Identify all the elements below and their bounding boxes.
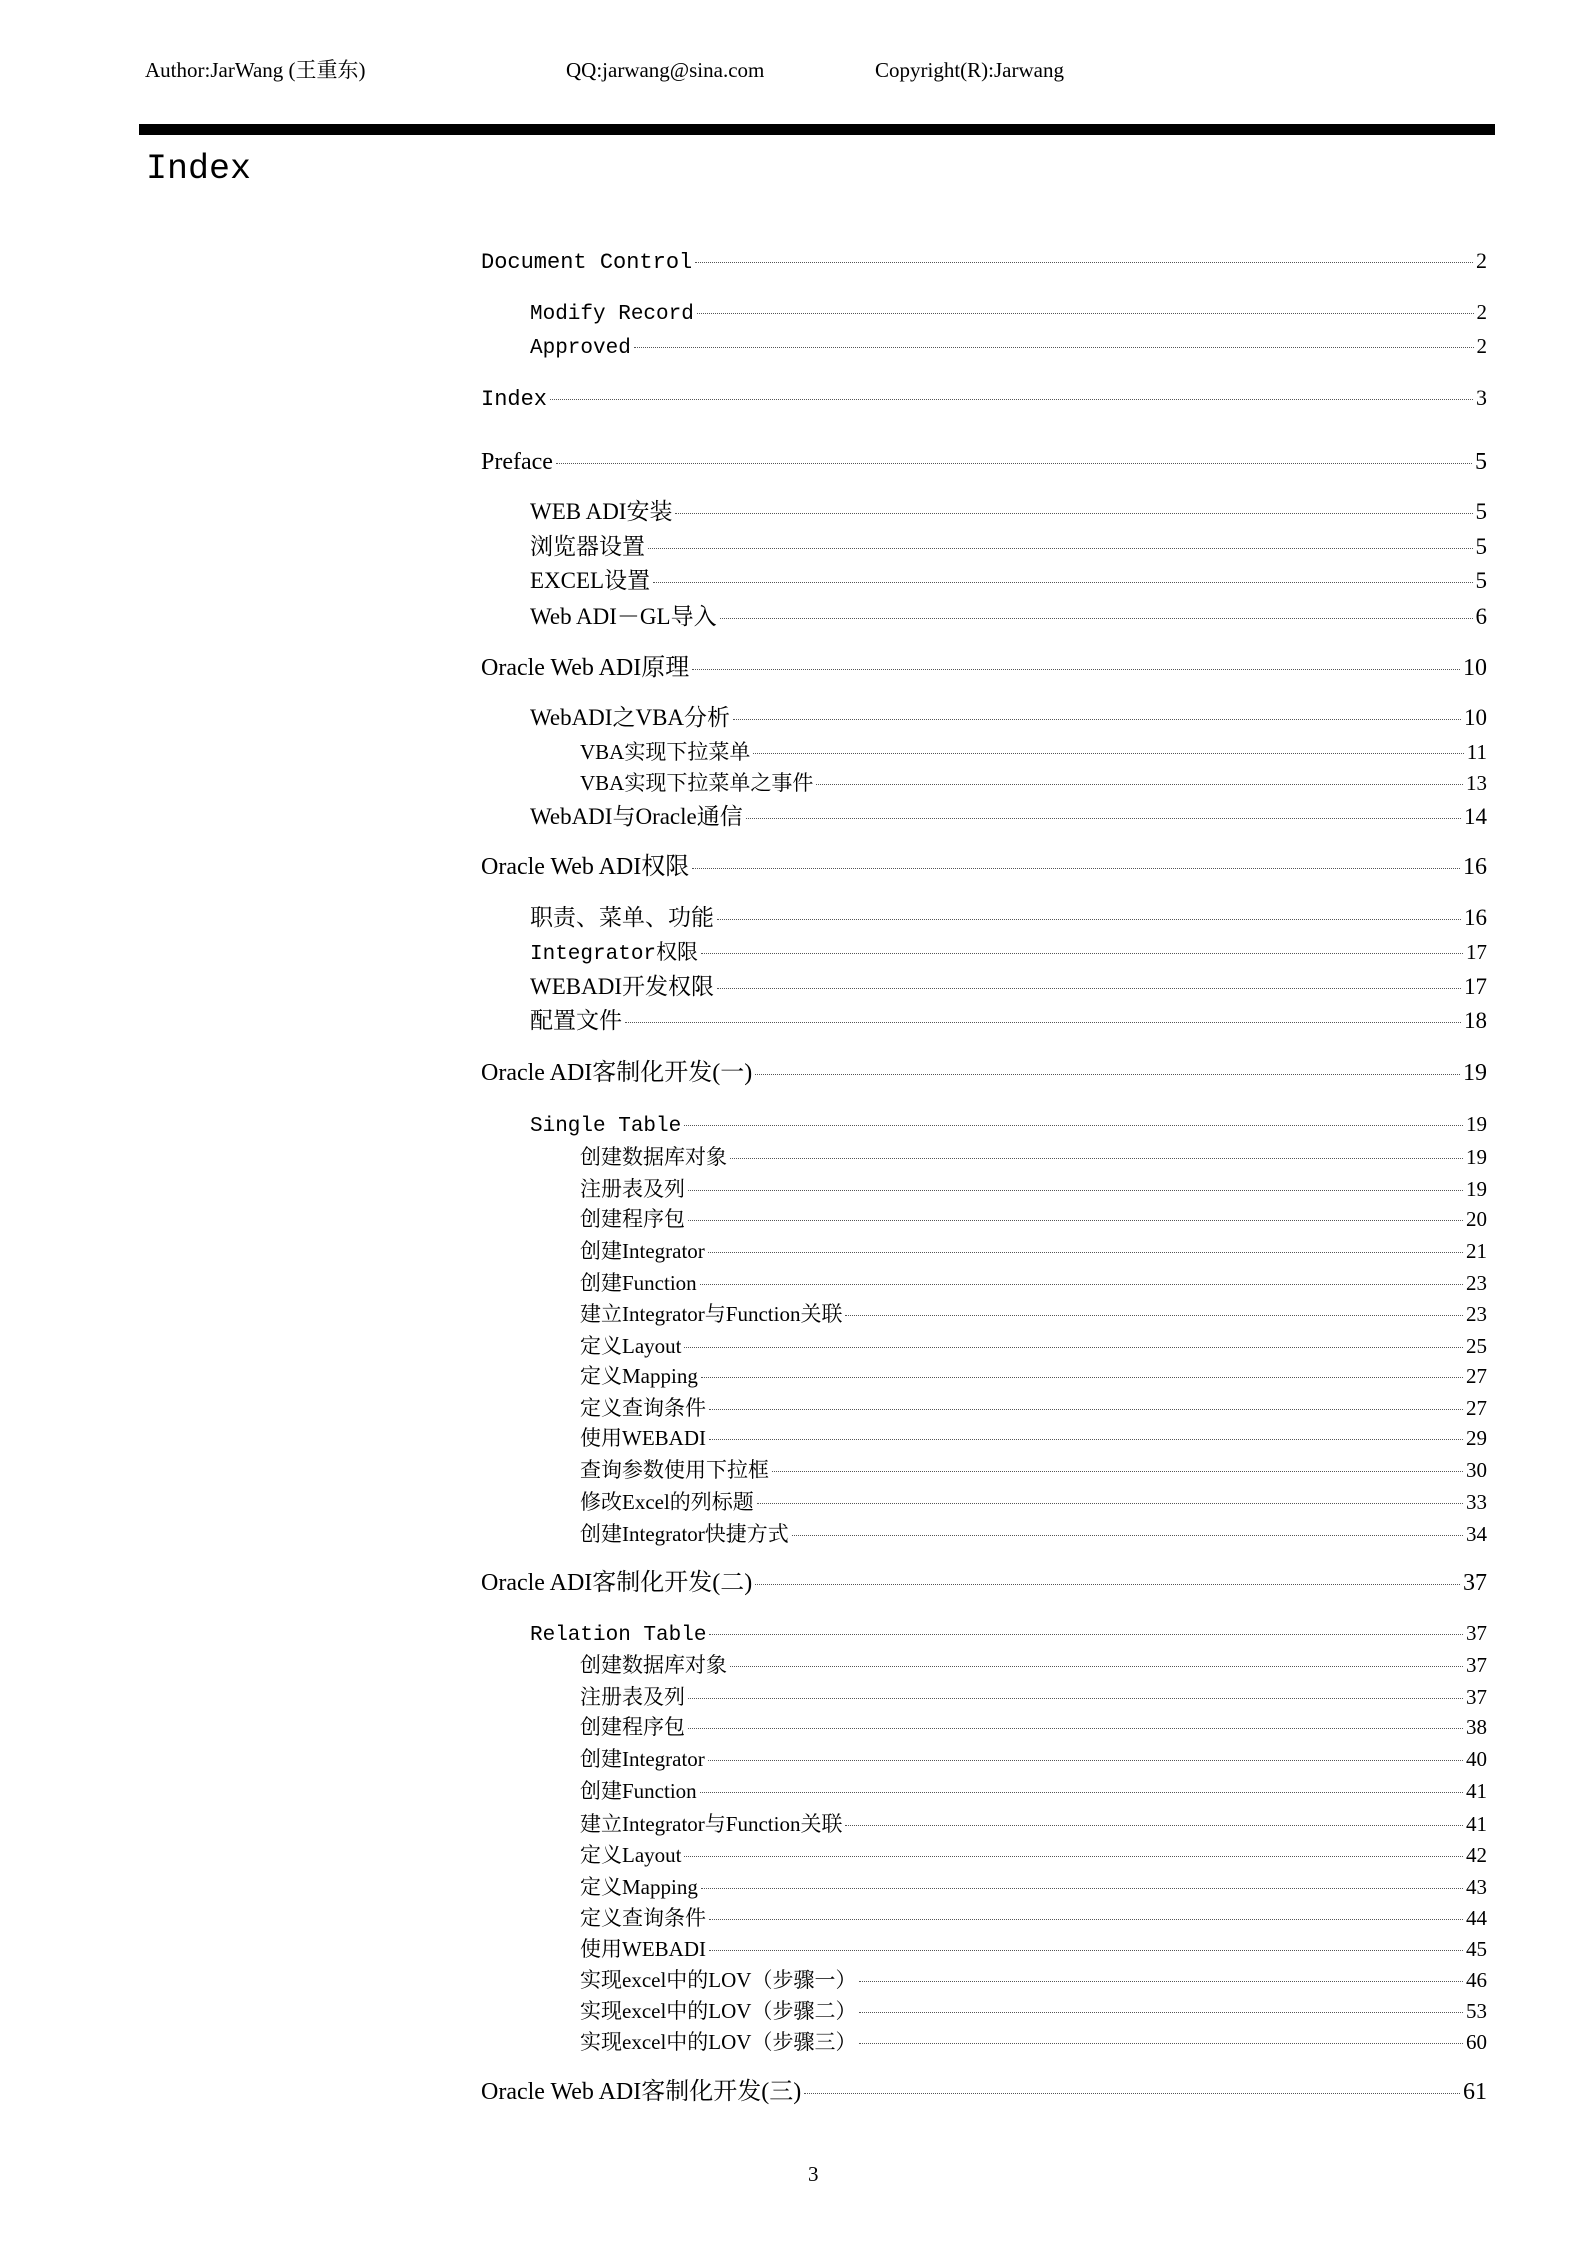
toc-entry-page-number[interactable]: 16 <box>1463 854 1487 880</box>
toc-entry-page-number[interactable]: 3 <box>1476 385 1487 410</box>
toc-entry-level-2[interactable] <box>530 495 1487 529</box>
toc-dot-leader <box>648 548 1473 549</box>
toc-entry-level-3[interactable] <box>580 1421 1487 1455</box>
toc-entry-level-3[interactable] <box>580 1807 1487 1841</box>
toc-entry-page-number[interactable]: 37 <box>1466 1685 1487 1709</box>
toc-entry-page-number[interactable]: 10 <box>1464 705 1487 730</box>
toc-entry-level-3[interactable] <box>580 1994 1487 2028</box>
toc-entry-page-number[interactable]: 33 <box>1466 1490 1487 1514</box>
toc-entry-label[interactable]: Oracle ADI客制化开发(一) <box>481 1060 753 1086</box>
toc-entry-page-number[interactable]: 20 <box>1466 1207 1487 1231</box>
toc-entry-page-number[interactable]: 30 <box>1466 1458 1487 1482</box>
toc-entry-label[interactable]: 实现excel中的LOV（步骤二） <box>580 1999 857 2023</box>
toc-entry-level-3[interactable] <box>580 1838 1487 1872</box>
toc-entry-label[interactable]: WEBADI开发权限 <box>530 974 714 999</box>
toc-dot-leader <box>717 919 1461 920</box>
toc-entry-label[interactable]: 创建程序包 <box>580 1715 685 1739</box>
toc-entry-level-2[interactable] <box>530 1616 1487 1650</box>
toc-entry-page-number[interactable]: 53 <box>1466 1999 1487 2023</box>
toc-dot-leader <box>845 1315 1463 1316</box>
toc-entry-label[interactable]: Single Table <box>530 1115 682 1138</box>
toc-dot-leader <box>709 1950 1463 1951</box>
toc-dot-leader <box>550 399 1473 400</box>
toc-entry-page-number[interactable]: 17 <box>1466 940 1487 964</box>
header-contact-email: QQ:jarwang@sina.com <box>566 58 765 82</box>
toc-entry-level-2[interactable] <box>530 329 1487 363</box>
toc-entry-label[interactable]: 使用WEBADI <box>580 1937 706 1961</box>
toc-entry-label[interactable]: 创建Integrator <box>580 1747 705 1771</box>
toc-dot-leader <box>708 1760 1463 1761</box>
toc-entry-level-3[interactable] <box>580 1172 1487 1206</box>
toc-dot-leader <box>701 953 1463 954</box>
toc-entry-label[interactable]: 实现excel中的LOV（步骤三） <box>580 2030 857 2054</box>
toc-entry-label[interactable]: VBA实现下拉菜单之事件 <box>580 771 814 795</box>
toc-entry-page-number[interactable]: 19 <box>1466 1145 1487 1169</box>
toc-dot-leader <box>625 1022 1461 1023</box>
toc-dot-leader <box>556 463 1472 464</box>
toc-dot-leader <box>753 753 1463 754</box>
toc-entry-label[interactable]: Web ADI－GL导入 <box>530 604 717 629</box>
toc-entry-label[interactable]: EXCEL设置 <box>530 568 651 593</box>
toc-dot-leader <box>653 582 1472 583</box>
toc-entry-level-1[interactable] <box>481 1056 1487 1090</box>
toc-entry-level-3[interactable] <box>580 1202 1487 1236</box>
toc-entry-page-number[interactable]: 37 <box>1466 1621 1487 1645</box>
toc-dot-leader <box>720 618 1473 619</box>
toc-entry-label[interactable]: Integrator权限 <box>530 943 699 966</box>
toc-entry-level-3[interactable] <box>580 1453 1487 1487</box>
toc-entry-level-3[interactable] <box>580 1485 1487 1519</box>
toc-entry-level-3[interactable] <box>580 1266 1487 1300</box>
toc-dot-leader <box>733 719 1461 720</box>
toc-entry-label[interactable]: 查询参数使用下拉框 <box>580 1458 769 1482</box>
toc-entry-page-number[interactable]: 61 <box>1463 2079 1487 2105</box>
toc-entry-page-number[interactable]: 18 <box>1464 1008 1487 1033</box>
toc-entry-label[interactable]: 创建Function <box>580 1779 697 1803</box>
toc-entry-level-3[interactable] <box>580 1680 1487 1714</box>
toc-entry-page-number[interactable]: 27 <box>1466 1364 1487 1388</box>
toc-entry-label[interactable]: Index <box>481 387 548 412</box>
toc-entry-label[interactable]: Oracle ADI客制化开发(二) <box>481 1570 753 1596</box>
toc-entry-level-3[interactable] <box>580 1359 1487 1393</box>
toc-entry-page-number[interactable]: 10 <box>1463 655 1487 681</box>
toc-entry-page-number[interactable]: 5 <box>1475 449 1487 475</box>
toc-dot-leader <box>701 1377 1463 1378</box>
toc-entry-level-2[interactable] <box>530 1004 1487 1038</box>
toc-dot-leader <box>675 513 1472 514</box>
toc-dot-leader <box>688 1698 1463 1699</box>
toc-entry-level-2[interactable] <box>530 295 1487 329</box>
toc-dot-leader <box>730 1666 1463 1667</box>
toc-dot-leader <box>709 1634 1463 1635</box>
toc-entry-label[interactable]: 使用WEBADI <box>580 1426 706 1450</box>
toc-dot-leader <box>688 1220 1463 1221</box>
toc-entry-page-number[interactable]: 23 <box>1466 1302 1487 1326</box>
toc-dot-leader <box>688 1728 1463 1729</box>
toc-entry-page-number[interactable]: 13 <box>1466 771 1487 795</box>
toc-entry-level-3[interactable] <box>580 1742 1487 1776</box>
toc-entry-label[interactable]: 建立Integrator与Function关联 <box>580 1812 843 1836</box>
toc-entry-label[interactable]: Modify Record <box>530 303 694 326</box>
toc-dot-leader <box>684 1125 1463 1126</box>
toc-entry-page-number[interactable]: 40 <box>1466 1747 1487 1771</box>
page-title: Index <box>146 149 252 189</box>
toc-dot-leader <box>792 1535 1463 1536</box>
toc-entry-label[interactable]: 创建数据库对象 <box>580 1145 727 1169</box>
toc-entry-label[interactable]: WEB ADI安装 <box>530 499 673 524</box>
toc-entry-label[interactable]: Oracle Web ADI原理 <box>481 655 690 681</box>
toc-entry-level-3[interactable] <box>580 1297 1487 1331</box>
toc-entry-level-2[interactable] <box>530 901 1487 935</box>
toc-entry-level-1[interactable] <box>481 1566 1487 1600</box>
toc-entry-label[interactable]: WebADI之VBA分析 <box>530 705 731 730</box>
toc-entry-level-2[interactable] <box>530 564 1487 598</box>
toc-entry-label[interactable]: 定义查询条件 <box>580 1906 706 1930</box>
toc-entry-page-number[interactable]: 29 <box>1466 1426 1487 1450</box>
toc-dot-leader <box>859 1981 1463 1982</box>
toc-dot-leader <box>692 669 1460 670</box>
toc-entry-page-number[interactable]: 60 <box>1466 2030 1487 2054</box>
toc-entry-level-2[interactable] <box>530 970 1487 1004</box>
toc-dot-leader <box>859 2043 1463 2044</box>
toc-entry-page-number[interactable]: 5 <box>1475 499 1487 524</box>
toc-dot-leader <box>709 1409 1463 1410</box>
toc-entry-page-number[interactable]: 34 <box>1466 1522 1487 1546</box>
toc-dot-leader <box>709 1439 1463 1440</box>
toc-entry-label[interactable]: 创建Integrator <box>580 1239 705 1263</box>
toc-entry-label[interactable]: 定义Layout <box>580 1843 682 1867</box>
toc-entry-page-number[interactable]: 2 <box>1476 300 1487 324</box>
toc-dot-leader <box>709 1919 1463 1920</box>
toc-entry-label[interactable]: 配置文件 <box>530 1008 622 1033</box>
toc-entry-label[interactable]: WebADI与Oracle通信 <box>530 804 743 829</box>
toc-entry-label[interactable]: Oracle Web ADI客制化开发(三) <box>481 2079 802 2105</box>
toc-entry-level-1[interactable] <box>481 244 1487 278</box>
toc-dot-leader <box>692 868 1460 869</box>
toc-dot-leader <box>634 347 1474 348</box>
toc-dot-leader <box>755 1074 1460 1075</box>
toc-entry-level-3[interactable] <box>580 1963 1487 1997</box>
toc-entry-level-2[interactable] <box>530 701 1487 735</box>
toc-entry-page-number[interactable]: 45 <box>1466 1937 1487 1961</box>
toc-entry-level-2[interactable] <box>530 1107 1487 1141</box>
toc-entry-level-2[interactable] <box>530 800 1487 834</box>
toc-entry-page-number[interactable]: 46 <box>1466 1968 1487 1992</box>
toc-dot-leader <box>700 1284 1463 1285</box>
toc-entry-label[interactable]: 定义查询条件 <box>580 1396 706 1420</box>
toc-entry-page-number[interactable]: 23 <box>1466 1271 1487 1295</box>
toc-entry-page-number[interactable]: 2 <box>1476 334 1487 358</box>
toc-dot-leader <box>730 1158 1463 1159</box>
toc-entry-page-number[interactable]: 25 <box>1466 1334 1487 1358</box>
toc-entry-label[interactable]: 创建数据库对象 <box>580 1653 727 1677</box>
toc-dot-leader <box>708 1252 1463 1253</box>
toc-entry-label[interactable]: 创建程序包 <box>580 1207 685 1231</box>
toc-entry-level-3[interactable] <box>580 766 1487 800</box>
toc-entry-level-3[interactable] <box>580 1870 1487 1904</box>
toc-entry-level-3[interactable] <box>580 1391 1487 1425</box>
toc-entry-level-1[interactable] <box>481 445 1487 479</box>
toc-dot-leader <box>695 262 1473 263</box>
toc-entry-page-number[interactable]: 41 <box>1466 1812 1487 1836</box>
toc-entry-page-number[interactable]: 19 <box>1463 1060 1487 1086</box>
toc-dot-leader <box>697 313 1474 314</box>
toc-entry-level-3[interactable] <box>580 1901 1487 1935</box>
toc-entry-level-3[interactable] <box>580 1932 1487 1966</box>
toc-entry-label[interactable]: VBA实现下拉菜单 <box>580 740 751 764</box>
toc-entry-label[interactable]: 修改Excel的列标题 <box>580 1490 754 1514</box>
toc-entry-level-3[interactable] <box>580 1234 1487 1268</box>
toc-entry-page-number[interactable]: 38 <box>1466 1715 1487 1739</box>
toc-entry-page-number[interactable]: 5 <box>1475 568 1487 593</box>
toc-dot-leader <box>772 1471 1463 1472</box>
toc-dot-leader <box>816 784 1463 785</box>
toc-entry-label[interactable]: 定义Mapping <box>580 1875 698 1899</box>
toc-dot-leader <box>700 1792 1463 1793</box>
toc-entry-level-1[interactable] <box>481 381 1487 415</box>
toc-entry-page-number[interactable]: 43 <box>1466 1875 1487 1899</box>
toc-entry-page-number[interactable]: 5 <box>1475 534 1487 559</box>
toc-dot-leader <box>755 1584 1460 1585</box>
toc-entry-label[interactable]: 注册表及列 <box>580 1177 685 1201</box>
toc-entry-page-number[interactable]: 14 <box>1464 804 1487 829</box>
toc-dot-leader <box>684 1856 1463 1857</box>
toc-entry-page-number[interactable]: 37 <box>1466 1653 1487 1677</box>
toc-entry-level-2[interactable] <box>530 600 1487 634</box>
toc-entry-label[interactable]: Oracle Web ADI权限 <box>481 854 690 880</box>
toc-entry-label[interactable]: Approved <box>530 337 631 360</box>
toc-entry-level-3[interactable] <box>580 1329 1487 1363</box>
toc-entry-label[interactable]: 职责、菜单、功能 <box>530 905 714 930</box>
toc-entry-level-1[interactable] <box>481 850 1487 884</box>
toc-entry-label[interactable]: 定义Mapping <box>580 1364 698 1388</box>
toc-entry-level-3[interactable] <box>580 1710 1487 1744</box>
toc-entry-page-number[interactable]: 16 <box>1464 905 1487 930</box>
toc-entry-label[interactable]: 注册表及列 <box>580 1685 685 1709</box>
toc-dot-leader <box>701 1888 1463 1889</box>
toc-entry-page-number[interactable]: 21 <box>1466 1239 1487 1263</box>
footer-page-number: 3 <box>808 2162 819 2186</box>
toc-entry-page-number[interactable]: 27 <box>1466 1396 1487 1420</box>
toc-entry-label[interactable]: Preface <box>481 449 553 475</box>
toc-entry-level-2[interactable] <box>530 935 1487 969</box>
toc-dot-leader <box>804 2093 1460 2094</box>
toc-dot-leader <box>684 1347 1463 1348</box>
toc-entry-level-3[interactable] <box>580 1774 1487 1808</box>
toc-entry-label[interactable]: 浏览器设置 <box>530 534 645 559</box>
toc-entry-page-number[interactable]: 2 <box>1476 248 1487 273</box>
toc-entry-level-3[interactable] <box>580 1517 1487 1551</box>
toc-entry-level-1[interactable] <box>481 2075 1487 2109</box>
toc-dot-leader <box>717 988 1461 989</box>
toc-entry-page-number[interactable]: 44 <box>1466 1906 1487 1930</box>
toc-entry-label[interactable]: Relation Table <box>530 1624 707 1647</box>
header-copyright: Copyright(R):Jarwang <box>875 58 1064 82</box>
toc-entry-page-number[interactable]: 37 <box>1463 1570 1487 1596</box>
toc-dot-leader <box>757 1503 1463 1504</box>
toc-entry-label[interactable]: 定义Layout <box>580 1334 682 1358</box>
toc-entry-level-3[interactable] <box>580 1140 1487 1174</box>
toc-entry-level-2[interactable] <box>530 530 1487 564</box>
toc-entry-page-number[interactable]: 42 <box>1466 1843 1487 1867</box>
toc-dot-leader <box>688 1190 1463 1191</box>
toc-entry-label[interactable]: Document Control <box>481 250 693 275</box>
toc-entry-page-number[interactable]: 17 <box>1464 974 1487 999</box>
toc-entry-label[interactable]: 创建Function <box>580 1271 697 1295</box>
toc-entry-level-3[interactable] <box>580 735 1487 769</box>
toc-entry-label[interactable]: 创建Integrator快捷方式 <box>580 1522 789 1546</box>
toc-dot-leader <box>746 818 1461 819</box>
header-divider <box>139 124 1495 135</box>
toc-dot-leader <box>845 1825 1463 1826</box>
toc-entry-page-number[interactable]: 11 <box>1466 740 1487 764</box>
toc-entry-level-3[interactable] <box>580 2025 1487 2059</box>
toc-entry-page-number[interactable]: 19 <box>1466 1177 1487 1201</box>
toc-entry-label[interactable]: 实现excel中的LOV（步骤一） <box>580 1968 857 1992</box>
toc-entry-level-3[interactable] <box>580 1648 1487 1682</box>
toc-entry-label[interactable]: 建立Integrator与Function关联 <box>580 1302 843 1326</box>
header-author: Author:JarWang (王重东) <box>145 58 366 82</box>
toc-entry-page-number[interactable]: 6 <box>1475 604 1487 629</box>
toc-entry-page-number[interactable]: 19 <box>1466 1112 1487 1136</box>
toc-dot-leader <box>859 2012 1463 2013</box>
toc-entry-level-1[interactable] <box>481 651 1487 685</box>
toc-entry-page-number[interactable]: 41 <box>1466 1779 1487 1803</box>
